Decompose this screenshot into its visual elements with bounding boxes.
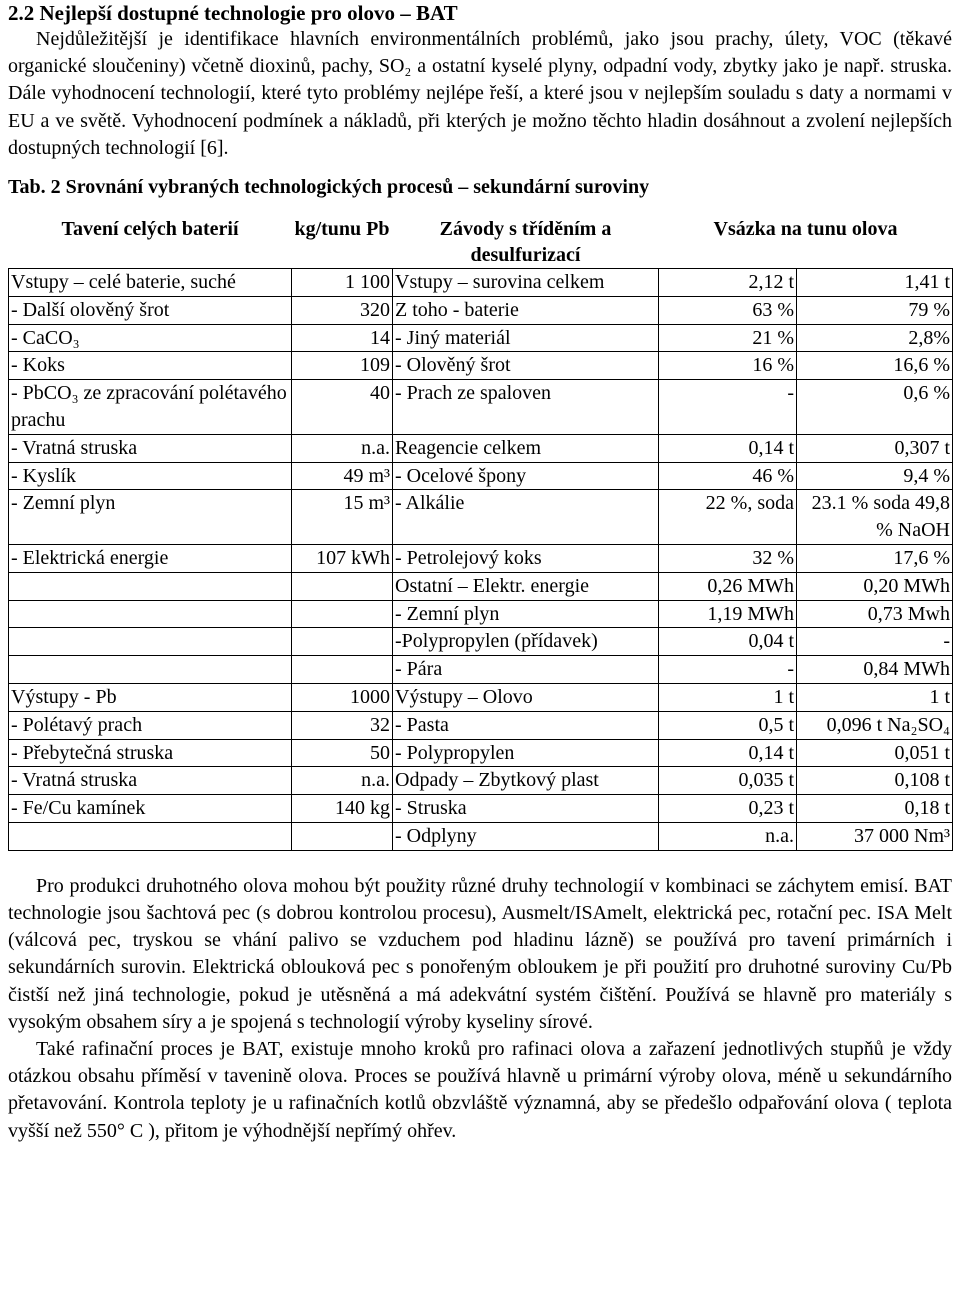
table-cell: 109 [292,352,393,380]
table-cell: 0,04 t [659,628,797,656]
intro-paragraph: Nejdůležitější je identifikace hlavních environmentálních problémů, jako jsou prachy, úlety, VOC (těkavé organické sloučeniny) včetně dioxinů, pachy, SO₂ a ostatní kyselé plyny, odpadní vody, zbytky jako je např. struska. Dále vyhodnocení technologií, které tyto problémy nejlépe řeší, a které jsou v nejlepším souladu s daty a normami v EU a ve světě. Vyhodnocení podmínek a nákladů, při kterých je možno těchto hladin dosáhnout a zvolení nejlepších dostupných technologií [6]. [8,28,952,159]
table-cell: 46 % [659,462,797,490]
header-batteries: Tavení celých baterií [61,218,239,241]
table-cell: 0,108 t [797,767,953,795]
table-cell: 63 % [659,296,797,324]
table-cell: - Vratná struska [9,767,292,795]
table-cell: 23.1 % soda 49,8 % NaOH [797,490,953,545]
table-body [9,269,953,851]
table-cell [9,628,292,656]
table-cell: - Přebytečná struska [9,739,292,767]
table-cell: 0,6 % [797,380,953,435]
table-cell: - Zemní plyn [9,490,292,545]
table-cell: 0,035 t [659,767,797,795]
table-cell: 320 [292,296,393,324]
header-kg-per-ton: kg/tunu Pb [294,218,390,241]
table-cell: - Olověný šrot [393,352,659,380]
table-cell: 16 % [659,352,797,380]
table-cell: 0,84 MWh [797,656,953,684]
table-cell: - Prach ze spaloven [393,380,659,435]
table-row [9,380,953,435]
table-cell: - Polypropylen [393,739,659,767]
table-cell: - Vratná struska [9,434,292,462]
table-row [9,490,953,545]
table-cell: - Fe/Cu kamínek [9,795,292,823]
table-cell: - Odplyny [393,822,659,850]
table-cell: - [797,628,953,656]
table-cell: - Kyslík [9,462,292,490]
table-caption: Tab. 2 Srovnání vybraných technologických procesů – sekundární suroviny [8,176,650,199]
table-cell: - Elektrická energie [9,544,292,572]
table-cell: n.a. [292,767,393,795]
table-cell: 0,20 MWh [797,572,953,600]
table-cell: 1 t [797,683,953,711]
table-cell: - CaCO₃ [9,324,292,352]
table-cell: Vstupy – surovina celkem [393,269,659,297]
table-cell: 0,096 t Na₂SO₄ [797,711,953,739]
table-cell: 1 t [659,683,797,711]
table-cell: - Polétavý prach [9,711,292,739]
table-cell: - Struska [393,795,659,823]
table-row [9,795,953,823]
table-cell: - [659,380,797,435]
table-cell: 1,19 MWh [659,600,797,628]
table-cell: 0,26 MWh [659,572,797,600]
table-cell: 0,23 t [659,795,797,823]
table-row [9,767,953,795]
table-cell: 9,4 % [797,462,953,490]
table-cell: 1000 [292,683,393,711]
table-cell: 49 m³ [292,462,393,490]
header-plants: Závody s tříděním a desulfurizací [439,218,612,267]
section-heading: 2.2 Nejlepší dostupné technologie pro olovo – BAT [8,1,458,25]
table-cell: 32 % [659,544,797,572]
table-cell: - Zemní plyn [393,600,659,628]
table-cell: - Další olověný šrot [9,296,292,324]
table-cell: 2,8% [797,324,953,352]
table-cell: Odpady – Zbytkový plast [393,767,659,795]
table-cell: - Petrolejový koks [393,544,659,572]
table-cell: 79 % [797,296,953,324]
header-charge: Vsázka na tunu olova [713,218,898,241]
table-cell: 2,12 t [659,269,797,297]
table-cell: - [659,656,797,684]
table-cell: 50 [292,739,393,767]
table-cell: - Pára [393,656,659,684]
table-cell: 0,18 t [797,795,953,823]
table-row [9,434,953,462]
table-cell: - Ocelové špony [393,462,659,490]
table-row [9,739,953,767]
table-cell [292,572,393,600]
table-row [9,462,953,490]
table-cell: 21 % [659,324,797,352]
table-row [9,656,953,684]
table-cell: - Pasta [393,711,659,739]
table-cell: 1,41 t [797,269,953,297]
table-cell: 0,14 t [659,739,797,767]
table-cell: Výstupy - Pb [9,683,292,711]
table-cell: 0,5 t [659,711,797,739]
table-row [9,683,953,711]
table-cell: 140 kg [292,795,393,823]
table-cell: 32 [292,711,393,739]
table-cell: 40 [292,380,393,435]
paragraph-technologies: Pro produkci druhotného olova mohou být použity různé druhy technologií v kombinaci se záchytem emisí. BAT technologie jsou šachtová pec (s dobrou kontrolou procesu), Ausmelt/ISAmelt, elektrická pec, rotační pec. ISA Melt (válcová pec, tryskou se vhání palivo se vzduchem pod hladinu lázně) se používá pro tavení primárních i sekundárních surovin. Elektrická oblouková pec s ponořeným obloukem je při použití pro druhotné suroviny Cu/Pb čistší než jiná technologie, pokud je utěsněná a má adekvátní systém čištění. Používá se hlavně pro materiály s vysokým obsahem síry a je spojená s technologií výroby kyseliny sírové. [8,874,952,1033]
table-row [9,324,953,352]
table-cell: - Koks [9,352,292,380]
table-cell: Vstupy – celé baterie, suché [9,269,292,297]
table-row [9,628,953,656]
table-row [9,544,953,572]
table-cell: - PbCO₃ ze zpracování polétavého prachu [9,380,292,435]
table-cell: 1 100 [292,269,393,297]
table-cell: 37 000 Nm³ [797,822,953,850]
table-cell: Z toho - baterie [393,296,659,324]
table-cell [9,656,292,684]
table-cell [292,656,393,684]
table-cell: - Jiný materiál [393,324,659,352]
table-row [9,711,953,739]
table-cell: 17,6 % [797,544,953,572]
table-cell: Reagencie celkem [393,434,659,462]
table-cell: 0,051 t [797,739,953,767]
table-cell: 16,6 % [797,352,953,380]
table-cell [292,822,393,850]
table-cell: 0,307 t [797,434,953,462]
table-cell: 0,73 Mwh [797,600,953,628]
table-cell [292,628,393,656]
table-row [9,296,953,324]
table-row [9,572,953,600]
table-cell [9,822,292,850]
table-cell [9,600,292,628]
table-cell [292,600,393,628]
table-row [9,269,953,297]
table-cell: 14 [292,324,393,352]
table-cell: Ostatní – Elektr. energie [393,572,659,600]
document-page [8,0,952,1145]
table-row [9,352,953,380]
table-header-row [9,216,953,269]
table-cell [9,572,292,600]
table-row [9,600,953,628]
table-cell: 107 kWh [292,544,393,572]
table-cell: n.a. [659,822,797,850]
paragraph-refining: Také rafinační proces je BAT, existuje mnoho kroků pro rafinaci olova a zařazení jednotlivých stupňů je vždy otázkou obsahu příměsí v tavenině olova. Proces se používá hlavně u primární výroby olova, méně u sekundárního přetavování. Kontrola teploty je u rafinačních kotlů obzvláště významná, aby se předešlo odpařování olova ( teplota vyšší než 550° C ), přitom je výhodnější nepřímý ohřev. [8,1037,952,1142]
table-cell: - Alkálie [393,490,659,545]
table-cell: 22 %, soda [659,490,797,545]
comparison-table [8,216,953,851]
table-cell: 0,14 t [659,434,797,462]
table-cell: n.a. [292,434,393,462]
table-cell: Výstupy – Olovo [393,683,659,711]
table-cell: 15 m³ [292,490,393,545]
table-row [9,822,953,850]
table-cell: -Polypropylen (přídavek) [393,628,659,656]
